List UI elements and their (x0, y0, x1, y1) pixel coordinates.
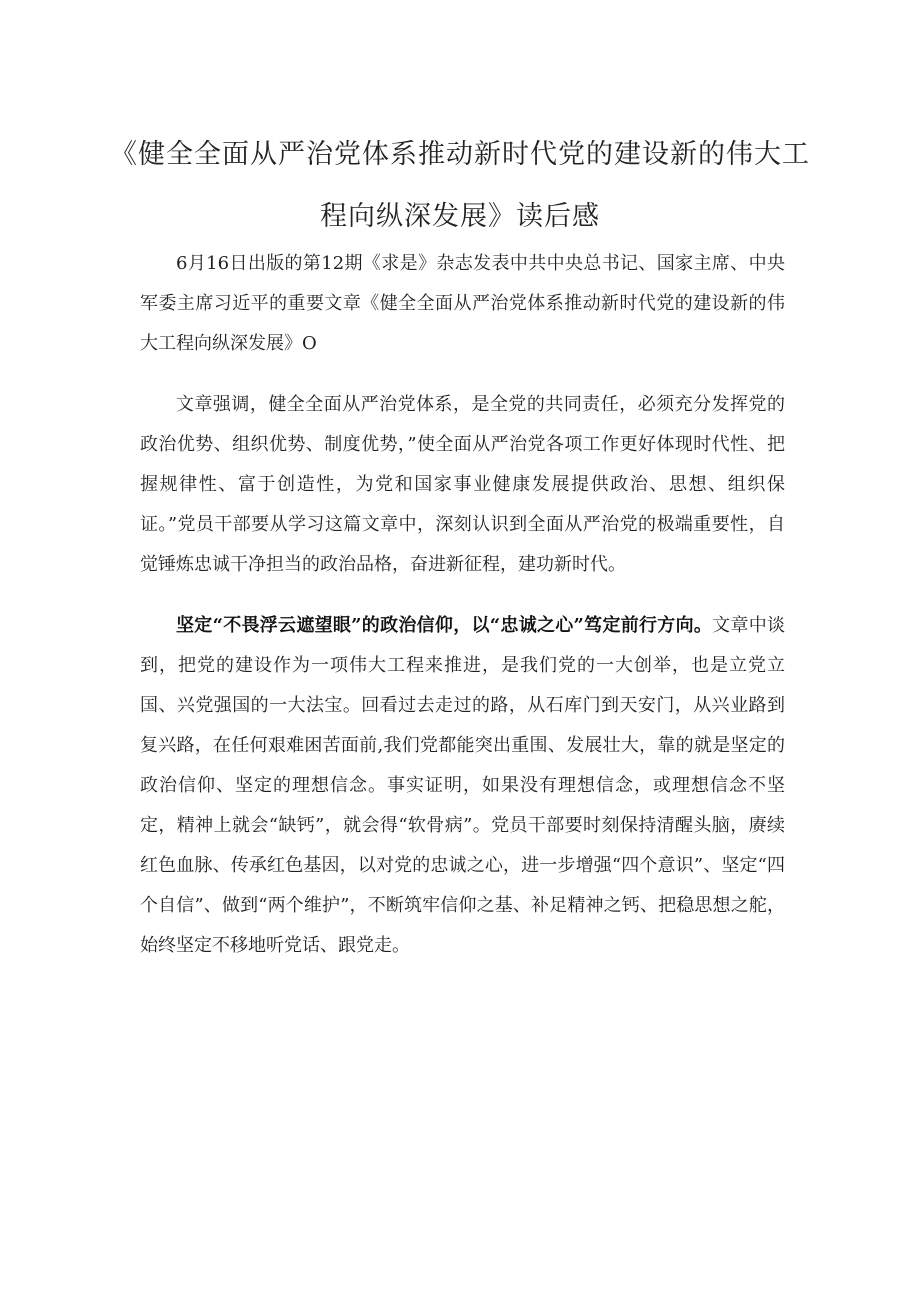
paragraph-text: 文章强调，健全全面从严治党体系，是全党的共同责任，必须充分发挥党的政治优势、组织优势、制度优势，”使全面从严治党各项工作更好体现时代性、把握规律性、富于创造性，为党和国家事业健康发展提供政治、思想、组织保证。”党员干部要从学习这篇文章中，深刻认识到全面从严治党的极端重要性，自觉锤炼忠诚干净担当的政治品格，奋进新征程，建功新时代。 (140, 394, 785, 575)
paragraph-text: 6月16日出版的第12期《求是》杂志发表中共中央总书记、国家主席、中央军委主席习近平的重要文章《健全全面从严治党体系推动新时代党的建设新的伟大工程向纵深发展》O (140, 253, 785, 354)
paragraph-intro (140, 244, 785, 364)
document-body (140, 244, 785, 987)
document-title: 《健全全面从严治党体系推动新时代党的建设新的伟大工程向纵深发展》读后感 (110, 139, 810, 232)
paragraph-summary (140, 385, 785, 585)
paragraph-faith (140, 606, 785, 966)
paragraph-text: 文章中谈到，把党的建设作为一项伟大工程来推进，是我们党的一大创举，也是立党立国、兴党强国的一大法宝。回看过去走过的路，从石库门到天安门，从兴业路到复兴路，在任何艰难困苦面前,我们党都能突出重围、发展壮大，靠的就是坚定的政治信仰、坚定的理想信念。事实证明，如果没有理想信念，或理想信念不坚定，精神上就会“缺钙”，就会得“软骨病”。党员干部要时刻保持清醒头脑，赓续红色血脉、传承红色基因，以对党的忠诚之心，进一步增强“四个意识”、坚定“四个自信”、做到“两个维护”，不断筑牢信仰之基、补足精神之钙、把稳思想之舵，始终坚定不移地听党话、跟党走。 (140, 615, 786, 956)
paragraph-lead-heading: 坚定“不畏浮云遮望眼”的政治信仰，以“忠诚之心”笃定前行方向。 (176, 615, 713, 636)
